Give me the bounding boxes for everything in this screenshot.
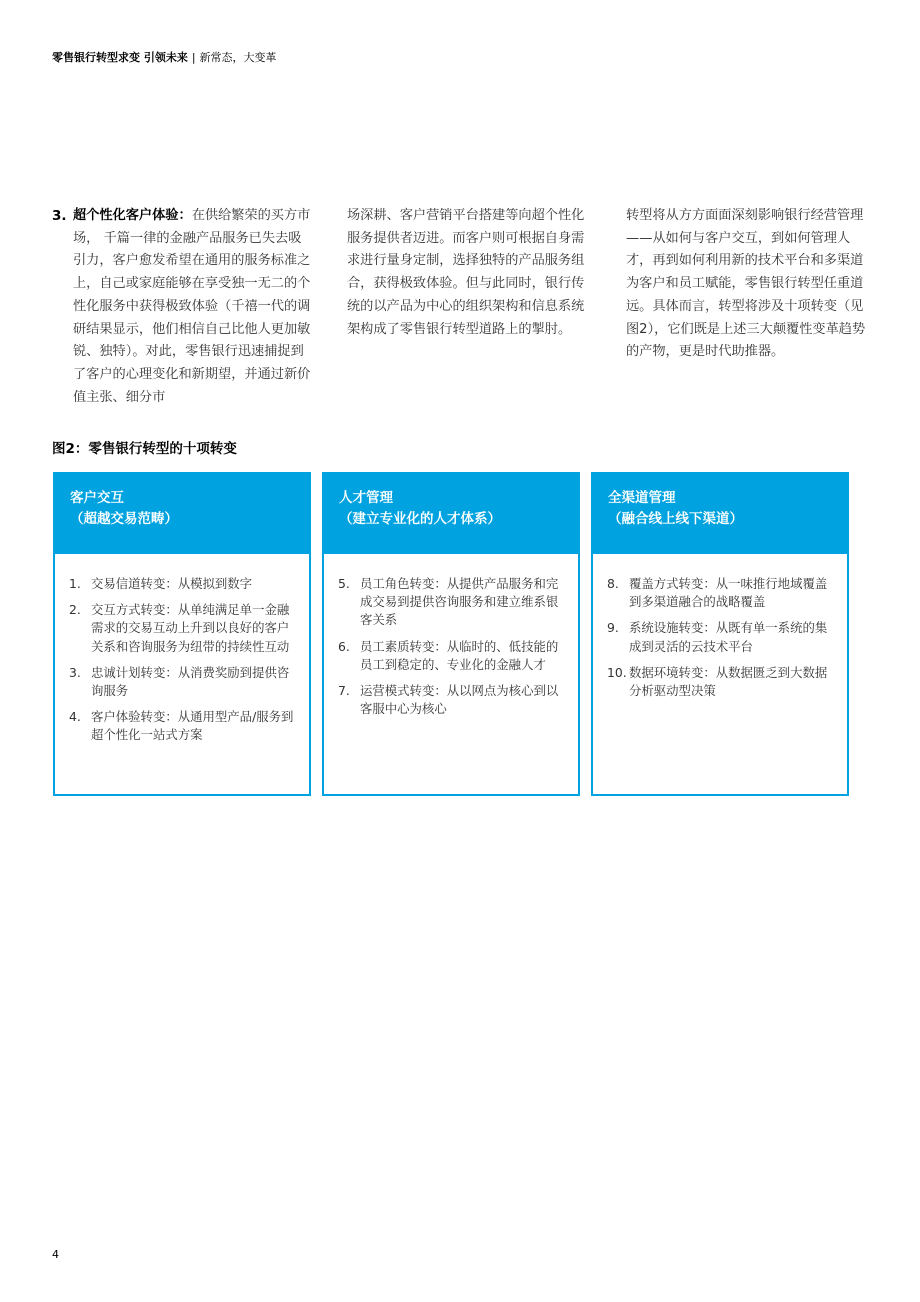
text-column-3 — [626, 205, 870, 364]
box-header — [55, 474, 309, 554]
header-title: 零售银行转型求变 引领未来 — [52, 51, 188, 64]
list-item-text: 忠诚计划转变：从消费奖励到提供咨询服务 — [91, 664, 290, 699]
list-item-number: 10. — [607, 664, 627, 680]
box-list — [55, 554, 309, 745]
text-column-2 — [347, 205, 590, 341]
item-lead: 超个性化客户体验： — [73, 208, 192, 223]
figure-box-talent-management — [322, 472, 580, 796]
col2-text: 场深耕、客户营销平台搭建等向超个性化服务提供者迈进。而客户则可根据自身需求进行量身定制，选择独特的产品服务组合，获得极致体验。但与此同时，银行传统的以产品为中心的组织架构和信息系统架构成了零售银行转型道路上的掣肘。 — [347, 208, 585, 337]
col3-text: 转型将从方方面面深刻影响银行经营管理——从如何与客户交互，到如何管理人才，再到如何利用新的技术平台和多渠道为客户和员工赋能，零售银行转型任重道远。具体而言，转型将涉及十项转变（见图2），它们既是上述三大颠覆性变革趋势的产物，更是时代助推器。 — [626, 208, 866, 360]
list-item — [69, 664, 297, 700]
list-item-text: 交易信道转变：从模拟到数字 — [91, 576, 253, 591]
list-item-3 — [52, 205, 314, 409]
box-title: 全渠道管理 — [608, 490, 676, 506]
list-item-text: 员工角色转变：从提供产品服务和完成交易到提供咨询服务和建立维系银客关系 — [360, 576, 559, 628]
list-item-text: 交互方式转变：从单纯满足单一金融需求的交易互动上升到以良好的客户关系和咨询服务为纽带的持续性互动 — [91, 602, 290, 654]
running-header — [52, 49, 277, 65]
box-list — [324, 554, 578, 718]
box-subtitle: （建立专业化的人才体系） — [339, 511, 501, 527]
list-item — [69, 708, 297, 744]
text-column-1 — [52, 205, 314, 409]
list-item-number: 9. — [607, 620, 619, 636]
list-item-number: 4. — [69, 709, 81, 725]
list-item-number: 1. — [69, 576, 81, 591]
col1-text: 在供给繁荣的买方市场， 千篇一律的金融产品服务已失去吸引力，客户愈发希望在通用的服务标准之上，自己或家庭能够在享受独一无二的个性化服务中获得极致体验（千禧一代的调研结果显示，他们相信自己比他人更加敏锐、独特）。对此，零售银行迅速捕捉到了客户的心理变化和新期望，并通过新价值主张、细分市 — [73, 208, 311, 405]
list-item-text: 运营模式转变：从以网点为核心到以客服中心为核心 — [360, 683, 559, 717]
list-item — [607, 664, 835, 700]
list-item-number: 3. — [69, 664, 81, 680]
list-item-text: 员工素质转变：从临时的、低技能的员工到稳定的、专业化的金融人才 — [360, 638, 559, 672]
box-subtitle: （超越交易范畴） — [70, 511, 178, 527]
box-header — [324, 474, 578, 554]
figure-box-customer-interaction — [53, 472, 311, 796]
list-item — [607, 619, 835, 655]
list-item-number: 2. — [69, 602, 81, 618]
box-subtitle: （融合线上线下渠道） — [608, 511, 743, 527]
list-item-text: 客户体验转变：从通用型产品/服务到超个性化一站式方案 — [91, 709, 294, 743]
list-item-number: 5. — [338, 576, 350, 591]
list-item — [338, 575, 566, 630]
header-separator: | — [191, 51, 196, 64]
list-item — [69, 575, 297, 593]
list-item — [338, 638, 566, 674]
box-header — [593, 474, 847, 554]
page-number: 4 — [52, 1248, 59, 1261]
item-number: 3. — [52, 208, 67, 224]
figure-box-omnichannel-management — [591, 472, 849, 796]
list-item — [607, 575, 835, 611]
list-item — [338, 682, 566, 718]
list-item-number: 6. — [338, 638, 350, 654]
header-subtitle: 新常态，大变革 — [199, 51, 277, 64]
list-item-number: 7. — [338, 683, 350, 699]
box-list — [593, 554, 847, 700]
box-title: 人才管理 — [339, 490, 393, 506]
list-item — [69, 601, 297, 656]
list-item-text: 数据环境转变：从数据匮乏到大数据分析驱动型决策 — [629, 664, 828, 699]
list-item-text: 系统设施转变：从既有单一系统的集成到灵活的云技术平台 — [629, 620, 828, 654]
figure-title: 图2：零售银行转型的十项转变 — [52, 441, 237, 457]
list-item-number: 8. — [607, 576, 619, 591]
list-item-text: 覆盖方式转变：从一味推行地域覆盖到多渠道融合的战略覆盖 — [629, 576, 828, 610]
box-title: 客户交互 — [70, 490, 124, 506]
